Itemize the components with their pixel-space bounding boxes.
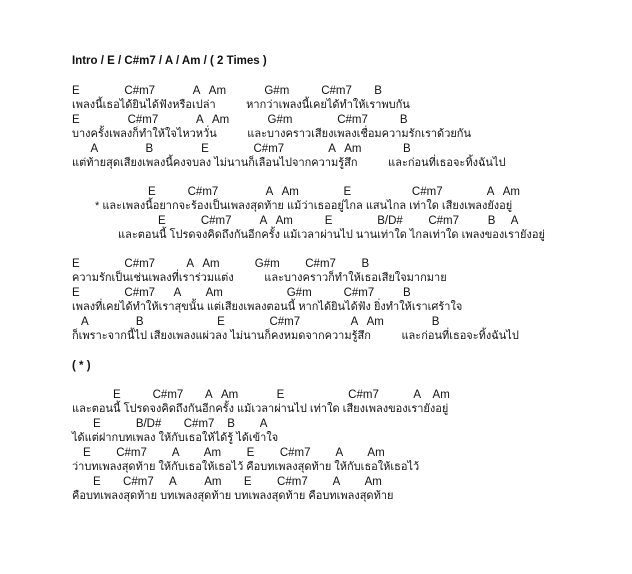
chord-line: E C#m7 A Am G#m C#m7 B bbox=[72, 258, 370, 270]
lyric-line: * และเพลงนี้อยากจะร้องเป็นเพลงสุดท้าย แม้ว่าเธออยู่ไกล แสนไกล เท่าใด เสียงเพลงยังอยู่ bbox=[95, 200, 513, 212]
intro-line: Intro / E / C#m7 / A / Am / ( 2 Times ) bbox=[72, 55, 267, 67]
lyric-line: และตอนนี้ โปรดจงคิดถึงกันอีกครั้ง แม้เวลาผ่านไป เท่าใด เสียงเพลงของเรายังอยู่ bbox=[72, 403, 449, 415]
lyric-line: ความรักเป็นเช่นเพลงที่เราร่วมแต่ง และบางคราวก็ทำให้เธอเสียใจมากมาย bbox=[72, 272, 447, 284]
lyric-line: ก็เพราะจากนี้ไป เสียงเพลงแผ่วลง ไม่นานก็คงหมดจากความรู้สึก และก่อนที่เธอจะทิ้งฉันไป bbox=[72, 330, 519, 342]
lyric-line: ได้แต่ฝากบทเพลง ให้กับเธอให้ได้รู้ ได้เข้าใจ bbox=[72, 432, 279, 444]
lyric-line: เพลงนี้เธอได้ยินได้ฟังหรือเปล่า หากว่าเพลงนี้เคยได้ทำให้เราพบกัน bbox=[72, 99, 410, 111]
chord-line: E C#m7 A Am E C#m7 A Am bbox=[148, 186, 520, 198]
chord-line: E C#m7 A Am G#m C#m7 B bbox=[72, 85, 382, 97]
chord-line: E C#m7 A Am G#m C#m7 B bbox=[72, 287, 411, 299]
lyric-line: เพลงที่เคยได้ทำให้เราสุขนั้น แต่เสียงเพลงตอนนี้ หากได้ยินได้ฟัง ยิ่งทำให้เราเศร้าใจ bbox=[72, 301, 463, 313]
lyric-line: และตอนนี้ โปรดจงคิดถึงกันอีกครั้ง แม้เวลาผ่านไป นานเท่าใด ไกลเท่าใด เพลงของเรายังอยู่ bbox=[118, 229, 545, 241]
lyric-line: บางครั้งเพลงก็ทำให้ใจไหวหวั่น และบางคราวเสียงเพลงเชื่อมความรักเราด้วยกัน bbox=[72, 128, 471, 140]
chord-line: E C#m7 A Am E C#m7 A Am bbox=[83, 447, 385, 459]
chord-line: E C#m7 A Am E B/D# C#m7 B A bbox=[158, 215, 519, 227]
chord-line: E B/D# C#m7 B A bbox=[93, 418, 268, 430]
chord-line: E C#m7 A Am G#m C#m7 B bbox=[72, 114, 408, 126]
chord-line: E C#m7 A Am E C#m7 A Am bbox=[113, 389, 450, 401]
lyric-line: ว่าบทเพลงสุดท้าย ให้กับเธอให้เธอไว้ คือบทเพลงสุดท้าย ให้กับเธอให้เธอไว้ bbox=[72, 461, 420, 473]
chord-line: E C#m7 A Am E C#m7 A Am bbox=[93, 476, 382, 488]
chord-line: A B E C#m7 A Am B bbox=[72, 316, 440, 328]
lyric-line: คือบทเพลงสุดท้าย บทเพลงสุดท้าย บทเพลงสุดท้าย คือบทเพลงสุดท้าย bbox=[72, 490, 394, 502]
chord-line: A B E C#m7 A Am B bbox=[72, 143, 411, 155]
chorus-repeat-marker: ( * ) bbox=[72, 360, 91, 372]
lyric-line: แต่ท้ายสุดเสียงเพลงนี้คงจบลง ไม่นานก็เลือนไปจากความรู้สึก และก่อนที่เธอจะทิ้งฉันไป bbox=[72, 157, 506, 169]
